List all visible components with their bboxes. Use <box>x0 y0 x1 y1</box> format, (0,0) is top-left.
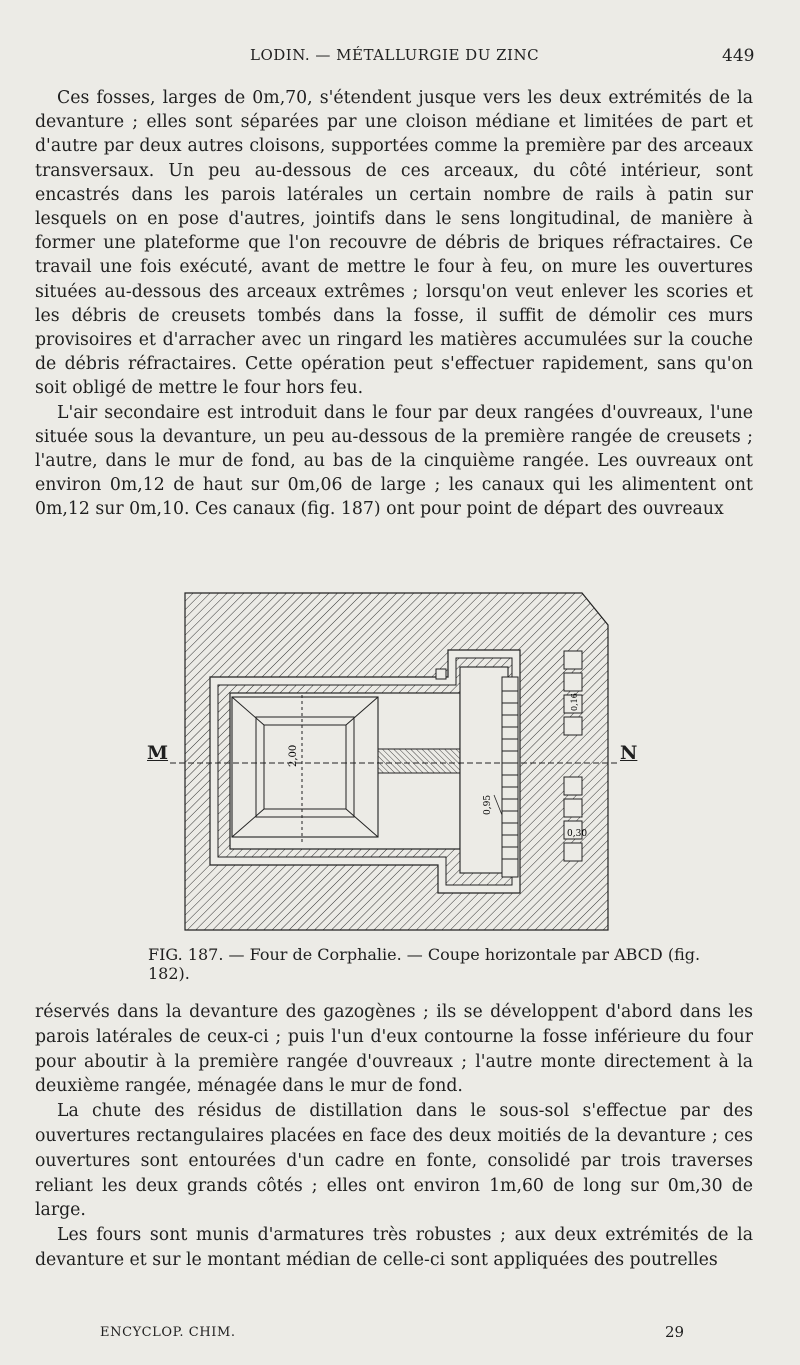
running-title: LODIN. — MÉTALLURGIE DU ZINC <box>250 46 540 64</box>
footer-signature: 29 <box>665 1323 685 1341</box>
small-opening <box>436 669 446 679</box>
dimension-label-small-top: 0,16 <box>570 693 579 711</box>
paragraph: La chute des résidus de distillation dans le sous-sol s'effectue par des ouvertures rectangulaires placées en face des deux moitiés de la devanture ; ces ouvertures sont entourées d'un cadre en fonte, consolidé par trois traverses reliant les deux grands côtés ; elles ont environ 1m,60 de long sur 0m,30 de large. <box>35 1101 753 1221</box>
paragraph: Ces fosses, larges de 0m,70, s'étendent jusque vers les deux extrémités de la devanture ; elles sont séparées par une cloison médiane et limitées de part et d'autre par deux autres cloisons, supportées comme la première par des arceaux transversaux. Un peu au-dessous de ces arceaux, du côté intérieur, sont encastrés dans les parois latérales un certain nombre de rails à patin sur lesquels on en pose d'autres, jointifs dans le sens longitudinal, de manière à former une plateforme que l'on recouvre de débris de briques réfractaires. Ce travail une fois exécuté, avant de mettre le four à feu, on mure les ouvertures situées au-dessous des arceaux extrêmes ; lorsqu'on veut enlever les scories et les débris de creusets tombés dans la fosse, il suffit de démolir ces murs provisoires et d'arracher avec un ringard les matières accumulées sur la couche de débris réfractaires. Cette opération peut s'effectuer rapidement, sans qu'on soit obligé de mettre le four hors feu. <box>35 88 753 399</box>
ouvreaux-ladder <box>502 677 518 877</box>
paragraph: L'air secondaire est introduit dans le four par deux rangées d'ouvreaux, l'une située sous la devanture, un peu au-dessous de la première rangée de creusets ; l'autre, dans le mur de fond, au bas de la cinquième rangée. Les ouvreaux ont environ 0m,12 de haut sur 0m,06 de large ; les canaux qui les alimentent ont 0m,12 sur 0m,10. Ces canaux (fig. 187) ont pour point de départ des ouvreaux <box>35 402 753 520</box>
body-text-top <box>35 86 753 522</box>
section-label-m: M <box>147 742 169 764</box>
muffle-block <box>460 667 508 873</box>
page-number: 449 <box>722 46 755 66</box>
dimension-label-vertical: 2,00 <box>288 744 299 767</box>
furnace-plan-drawing <box>150 585 630 945</box>
section-label-n: N <box>620 742 638 764</box>
dimension-label-small-bottom: 0,30 <box>567 829 588 839</box>
gazogene-pyramid <box>232 695 378 843</box>
figure-caption: FIG. 187. — Four de Corphalie. — Coupe horizontale par ABCD (fig. 182). <box>148 945 701 983</box>
body-text-bottom <box>35 1000 753 1273</box>
connecting-duct <box>378 749 460 773</box>
footer-collection: ENCYCLOP. CHIM. <box>100 1325 236 1340</box>
paragraph: Les fours sont munis d'armatures très robustes ; aux deux extrémités de la devanture et sur le montant médian de celle-ci sont appliquées des poutrelles <box>35 1225 753 1270</box>
paragraph: réservés dans la devanture des gazogènes ; ils se développent d'abord dans les parois latérales de ceux-ci ; puis l'un d'eux contourne la fosse inférieure du four pour aboutir à la première rangée d'ouvreaux ; l'autre monte directement à la deuxième rangée, ménagée dans le mur de fond. <box>35 1002 753 1097</box>
dimension-label-diagonal: 0,95 <box>483 794 493 815</box>
furnace-plan-figure <box>150 585 630 945</box>
